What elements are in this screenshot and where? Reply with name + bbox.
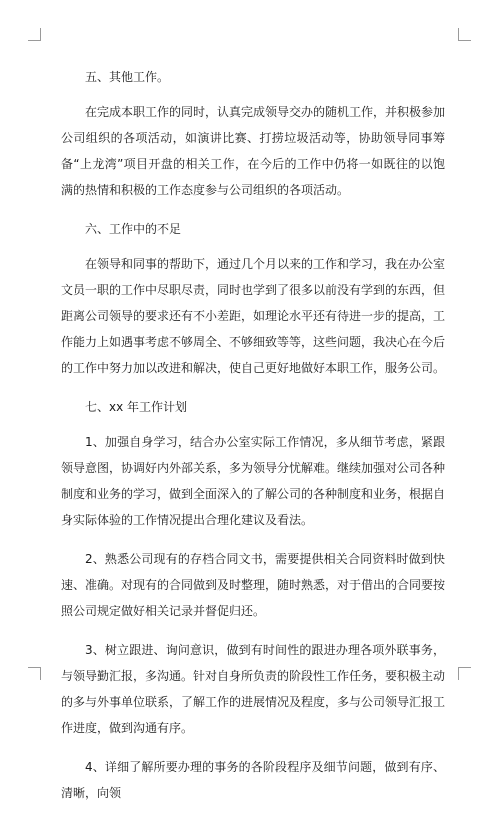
paragraph-plan-item-3: 3、树立跟进、询问意识，做到有时间性的跟进办理各项外联事务，与领导勤汇报，多沟通。针对自身所负责的阶段性工作任务，要积极主动的多与外事单位联系，了解工作的进展情况及程度，多与公司领导汇报工作进度，做到沟通有序。 bbox=[61, 643, 446, 735]
corner-mark-top-right bbox=[458, 28, 471, 41]
corner-mark-bottom-right bbox=[458, 667, 471, 680]
paragraph-plan-item-4: 4、详细了解所要办理的事务的各阶段程序及细节问题，做到有序、清晰，向领 bbox=[61, 760, 445, 800]
paragraph-other-work: 在完成本职工作的同时，认真完成领导交办的随机工作，并积极参加公司组织的各项活动，如演讲比赛、打捞垃圾活动等，协助领导同事筹备“上龙湾”项目开盘的相关工作，在今后的工作中仍将一如既往的以饱满的热情和积极的工作态度参与公司组织的各项活动。 bbox=[61, 105, 446, 197]
paragraph-shortcomings: 在领导和同事的帮助下，通过几个月以来的工作和学习，我在办公室文员一职的工作中尽职尽责，同时也学到了很多以前没有学到的东西，但距离公司领导的要求还有不小差距，如理论水平还有待进一步的提高，工作能力上如遇事考虑不够周全、不够细致等等，这些问题，我决心在今后的工作中努力加以改进和解决，使自己更好地做好本职工作，服务公司。 bbox=[61, 257, 446, 375]
section-heading-other-work: 五、其他工作。 bbox=[85, 70, 170, 84]
document-body bbox=[61, 64, 445, 819]
corner-mark-bottom-left bbox=[28, 667, 41, 680]
paragraph-plan-item-1: 1、加强自身学习，结合办公室实际工作情况，多从细节考虑，紧跟领导意图，协调好内外部关系，多为领导分忧解难。继续加强对公司各种制度和业务的学习，做到全面深入的了解公司的各种制度和业务，根据自身实际体验的工作情况提出合理化建议及看法。 bbox=[61, 435, 446, 527]
section-heading-shortcomings: 六、工作中的不足 bbox=[85, 222, 182, 236]
section-heading-work-plan: 七、xx 年工作计划 bbox=[85, 400, 188, 414]
corner-mark-top-left bbox=[28, 28, 41, 41]
paragraph-plan-item-2: 2、熟悉公司现有的存档合同文书，需要提供相关合同资料时做到快速、准确。对现有的合同做到及时整理，随时熟悉，对于借出的合同要按照公司规定做好相关记录并督促归还。 bbox=[61, 552, 446, 618]
